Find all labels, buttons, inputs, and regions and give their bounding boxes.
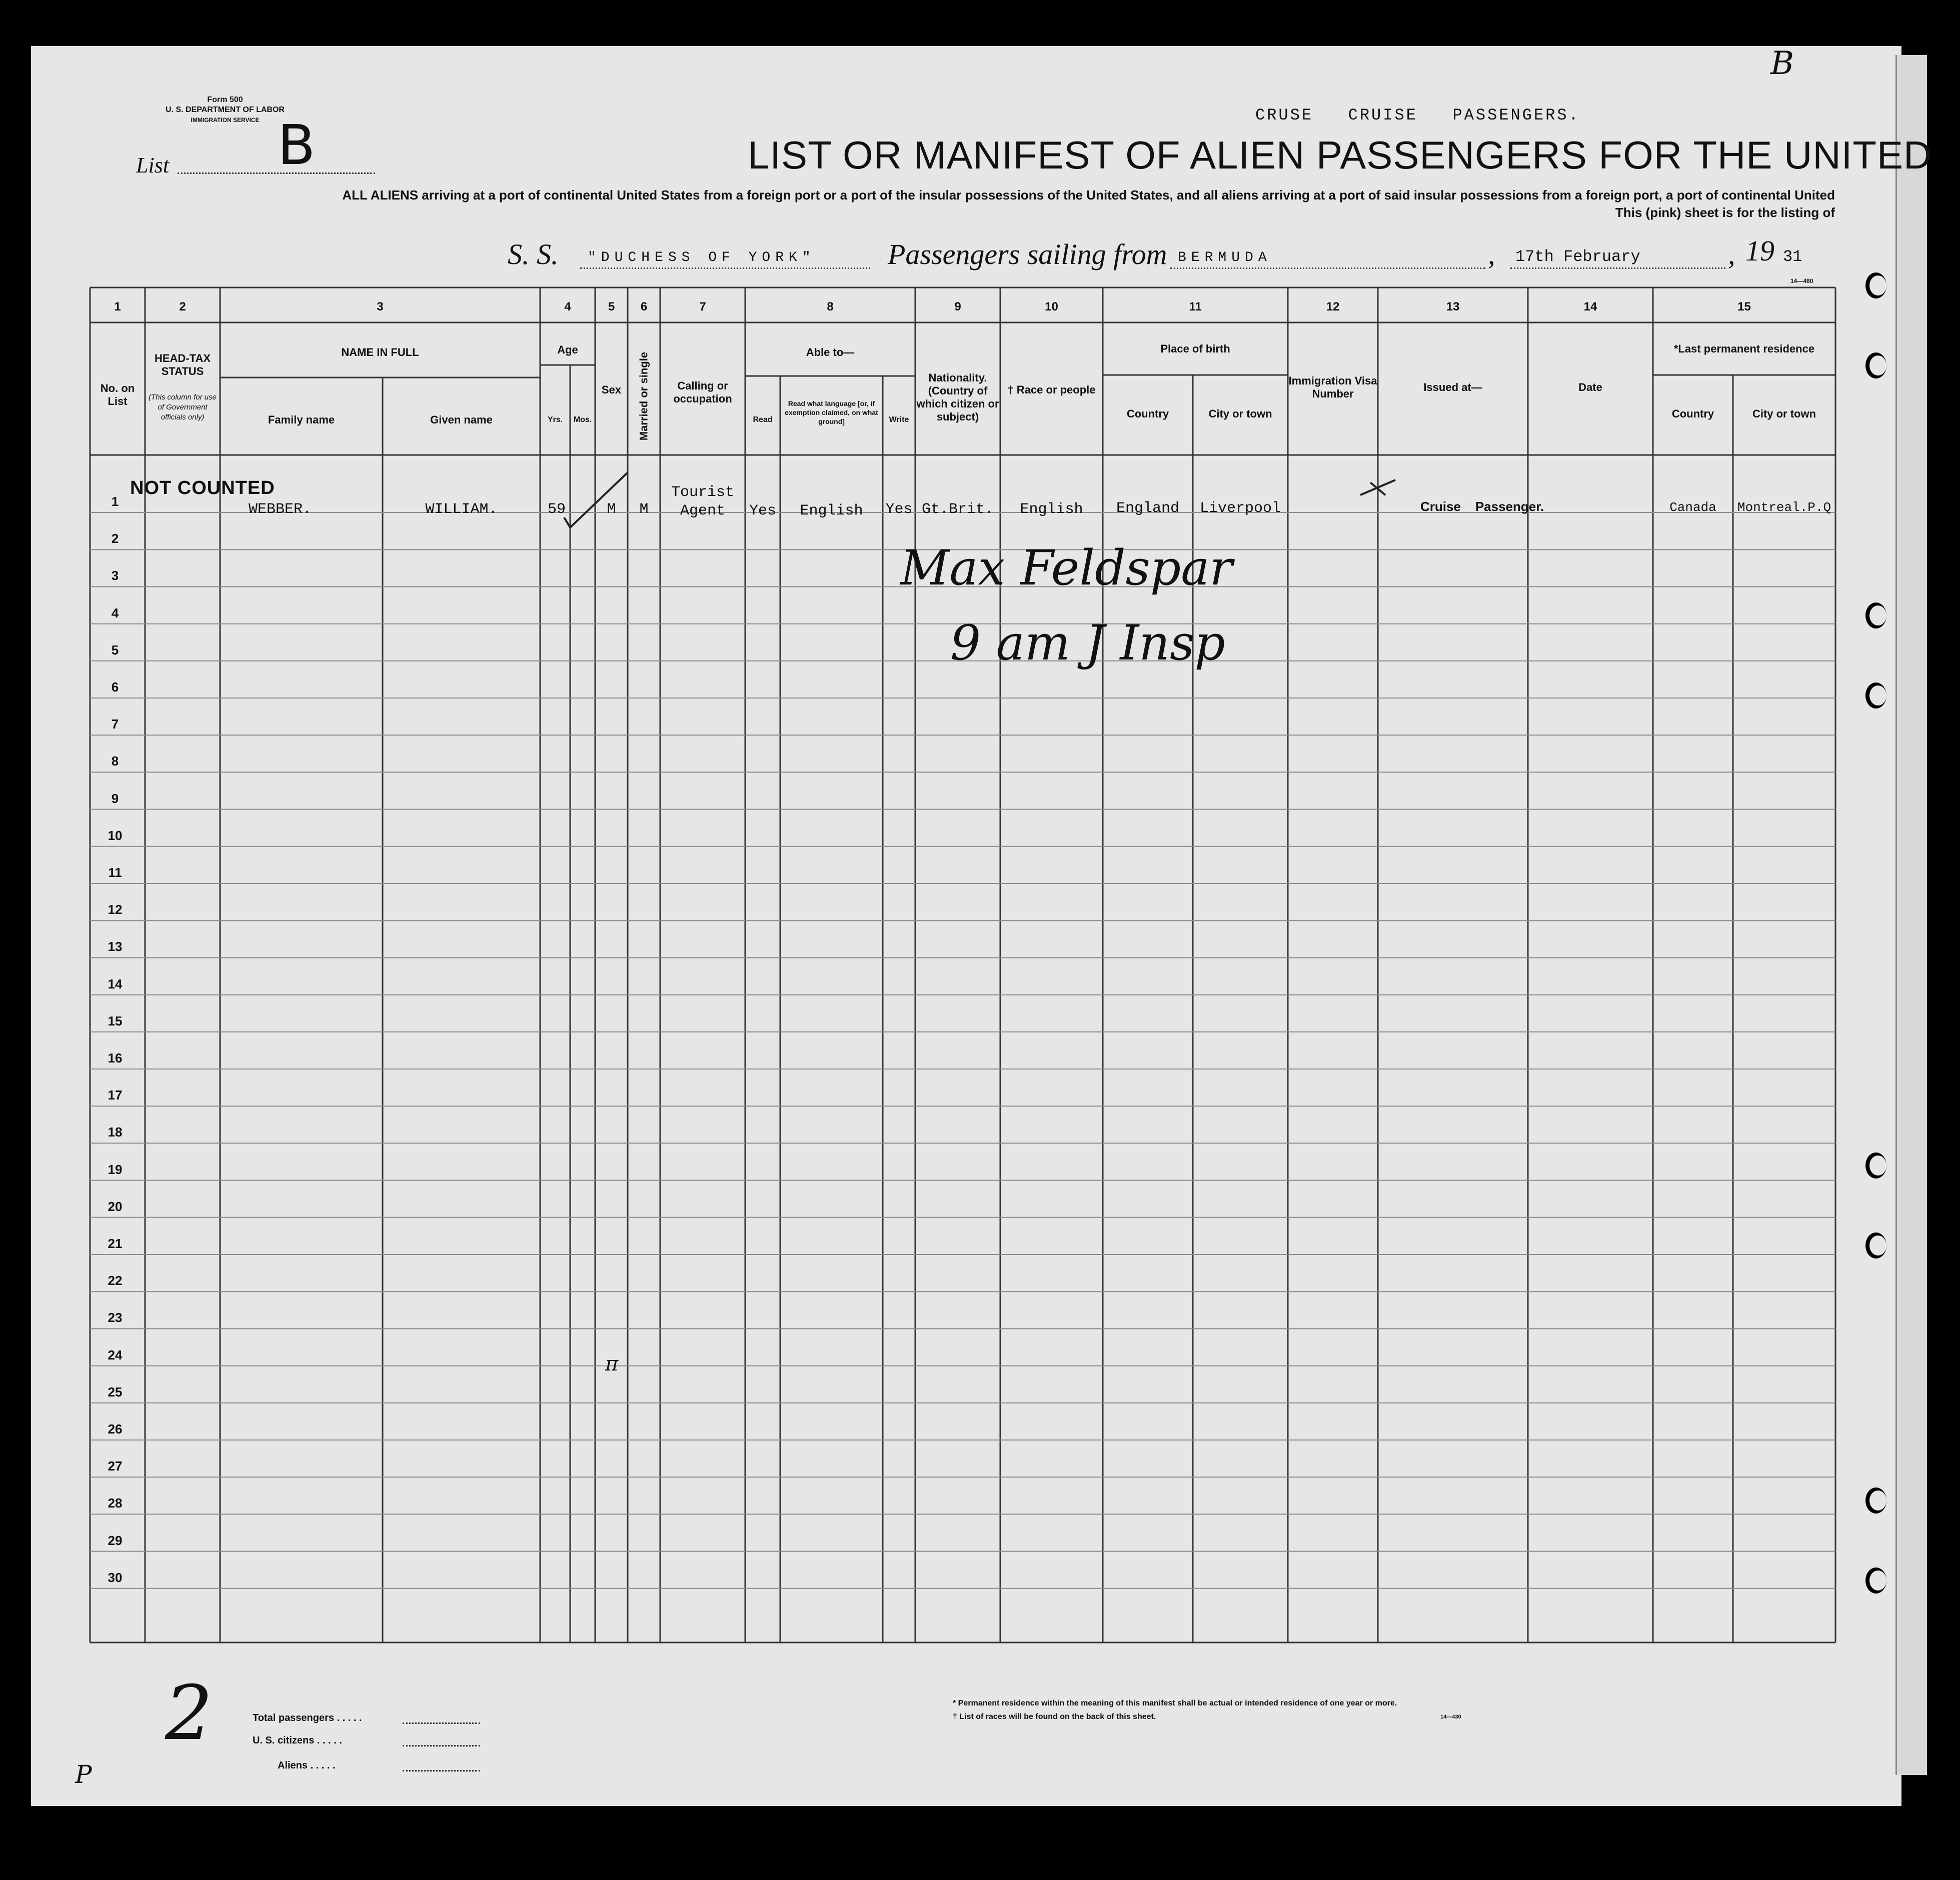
ship-name: "DUCHESS OF YORK" — [588, 250, 816, 266]
aliens-line — [403, 1770, 480, 1772]
year-prefix: 19 — [1745, 234, 1774, 267]
row-number: 18 — [108, 1124, 123, 1140]
aliens-label: Aliens . . . . . — [278, 1760, 336, 1771]
sailing-from: BERMUDA — [1178, 250, 1272, 266]
header-residence-city: City or town — [1752, 407, 1816, 420]
row-number: 9 — [111, 790, 119, 806]
form-number: Form 500 — [207, 96, 243, 104]
subtitle-line-1: ALL ALIENS arriving at a port of continental United States from a foreign port or a port of the insular possessions of the United States, and all aliens arriving at a port of said insular possessions from a foreign port, a port of continental United — [342, 188, 1835, 202]
row-number: 10 — [108, 828, 123, 843]
citizens-line — [403, 1745, 480, 1746]
service-name: IMMIGRATION SERVICE — [191, 116, 260, 124]
header-sex: Sex — [601, 384, 622, 396]
inspector-signature-line-1: Max Feldspar — [900, 540, 1233, 596]
birth-city-cell: Liverpool — [1199, 500, 1281, 517]
residence-footnote: * Permanent residence within the meaning of this manifest shall be actual or intended residence of one year or more. — [953, 1699, 1397, 1708]
footer-handwritten-mark: 2 — [165, 1670, 213, 1757]
subtitle-line-2: This (pink) sheet is for the listing of — [1615, 205, 1835, 220]
comma: , — [1728, 238, 1735, 270]
row-number: 14 — [108, 976, 123, 992]
header-race: † Race or people — [1007, 384, 1096, 396]
department-name: U. S. DEPARTMENT OF LABOR — [166, 106, 285, 114]
family-name-cell: WEBBER. — [248, 501, 312, 518]
row-number: 16 — [108, 1050, 123, 1066]
header-calling: Calling or occupation — [673, 380, 732, 405]
comma: , — [1488, 238, 1495, 270]
row-number: 8 — [111, 754, 119, 769]
row-number: 22 — [108, 1273, 123, 1288]
age-cell: 59 — [547, 501, 566, 518]
header-given-name: Given name — [430, 414, 493, 426]
col-number: 11 — [1189, 300, 1202, 314]
row-number: 26 — [108, 1422, 123, 1436]
inspector-signature-line-2: 9 am J Insp — [950, 615, 1225, 671]
header-birth-city: City or town — [1208, 407, 1272, 420]
list-label: List — [136, 153, 170, 178]
stamp-code: 14—480 — [1790, 278, 1813, 284]
col-number: 3 — [377, 300, 384, 314]
page-title: LIST OR MANIFEST OF ALIEN PASSENGERS FOR THE UNITED — [748, 133, 1932, 177]
cruise-label: CRUSE CRUISE PASSENGERS. — [1255, 106, 1580, 124]
row-number: 24 — [108, 1347, 123, 1362]
header-age-yrs: Yrs. — [547, 416, 563, 424]
write-cell: Yes — [885, 501, 913, 518]
row-number: 5 — [111, 642, 119, 658]
us-citizens-label: U. S. citizens . . . . . — [253, 1735, 342, 1746]
row-number: 25 — [108, 1384, 123, 1400]
header-head-tax-note: (This column for use of Government officials only) — [149, 393, 217, 422]
row-number: 29 — [108, 1532, 123, 1548]
issued-at-cell: Cruise Passenger. — [1420, 499, 1544, 514]
read-cell: Yes — [749, 502, 776, 520]
row-lines — [90, 512, 1835, 1588]
occupation-line-1: Tourist — [671, 484, 735, 501]
row-number: 12 — [108, 902, 123, 918]
birth-country-cell: England — [1116, 500, 1180, 517]
col-number: 12 — [1326, 300, 1340, 314]
header-date: Date — [1578, 381, 1602, 394]
year-suffix: 31 — [1783, 248, 1802, 266]
header-last-residence: *Last permanent residence — [1673, 342, 1815, 355]
header-place-of-birth: Place of birth — [1160, 342, 1230, 355]
header-age-mos: Mos. — [573, 416, 592, 424]
row-number: 28 — [108, 1496, 123, 1511]
header-age: Age — [557, 344, 578, 356]
row-24-mark: π — [605, 1352, 619, 1376]
footer-code: 14—430 — [1440, 1714, 1461, 1720]
not-counted-stamp: NOT COUNTED — [130, 478, 275, 498]
col-number: 9 — [954, 300, 961, 314]
races-footnote: † List of races will be found on the back of this sheet. — [953, 1712, 1156, 1721]
header-name-in-full: NAME IN FULL — [341, 346, 419, 358]
col-number: 15 — [1737, 300, 1751, 314]
total-line — [403, 1722, 480, 1724]
sex-cell: M — [607, 501, 616, 518]
row-number: 3 — [111, 568, 119, 584]
col-number: 6 — [640, 300, 648, 314]
header-birth-country: Country — [1126, 407, 1169, 420]
marital-cell: M — [639, 501, 649, 518]
row-number: 23 — [108, 1310, 123, 1326]
list-value: B — [278, 113, 316, 177]
col-number: 5 — [608, 300, 615, 314]
total-passengers-label: Total passengers . . . . . — [253, 1712, 362, 1724]
row-number: 2 — [111, 531, 119, 546]
row-number: 4 — [111, 605, 119, 620]
header-married-or-single: Married or single — [637, 352, 650, 441]
race-cell: English — [1020, 501, 1083, 518]
header-read-language: Read what language [or, if exemption claimed, on what ground] — [785, 400, 878, 426]
given-name-cell: WILLIAM. — [425, 501, 498, 518]
col-number: 10 — [1045, 300, 1058, 314]
header-family-name: Family name — [268, 414, 335, 426]
occupation-line-2: Agent — [680, 502, 725, 520]
row-number: 7 — [111, 716, 119, 732]
col-number: 2 — [179, 300, 186, 314]
corner-handwritten-mark: P — [75, 1760, 92, 1789]
header-issued-at: Issued at— — [1423, 381, 1482, 394]
row-number: 21 — [108, 1236, 123, 1251]
language-cell: English — [800, 502, 863, 520]
header-read: Read — [753, 416, 773, 424]
header-residence-country: Country — [1671, 407, 1714, 420]
row-number: 15 — [108, 1013, 123, 1028]
header-write: Write — [889, 416, 909, 424]
row-number: 19 — [108, 1162, 123, 1177]
check-mark — [570, 472, 628, 528]
row-number: 27 — [108, 1458, 123, 1474]
residence-city-cell: Montreal.P.Q — [1737, 500, 1831, 515]
row-number: 30 — [108, 1570, 123, 1585]
header-nationality: Nationality. (Country of which citizen or subject) — [916, 372, 999, 423]
col-number: 8 — [827, 300, 834, 314]
header-head-tax: HEAD-TAX STATUS — [154, 352, 211, 378]
row-number: 13 — [108, 939, 123, 954]
corner-mark: B — [1770, 45, 1794, 82]
row-number: 1 — [111, 494, 119, 509]
col-number: 14 — [1583, 300, 1597, 314]
col-number: 1 — [114, 300, 121, 314]
col-number: 7 — [699, 300, 706, 314]
row-number: 17 — [108, 1088, 123, 1103]
residence-country-cell: Canada — [1669, 500, 1716, 515]
col-number: 4 — [564, 300, 571, 314]
sailing-label: Passengers sailing from — [888, 238, 1167, 270]
header-no-on-list: No. on List — [100, 382, 135, 408]
header-able-to: Able to— — [806, 346, 855, 358]
row-number: 6 — [111, 680, 119, 694]
row-number: 20 — [108, 1198, 123, 1214]
ship-prefix: S. S. — [508, 238, 559, 270]
sailing-date: 17th February — [1515, 248, 1640, 266]
nationality-cell: Gt.Brit. — [921, 501, 994, 518]
col-number: 13 — [1446, 300, 1460, 314]
header-visa-number: Immigration Visa Number — [1288, 374, 1377, 400]
row-number: 11 — [108, 865, 122, 880]
